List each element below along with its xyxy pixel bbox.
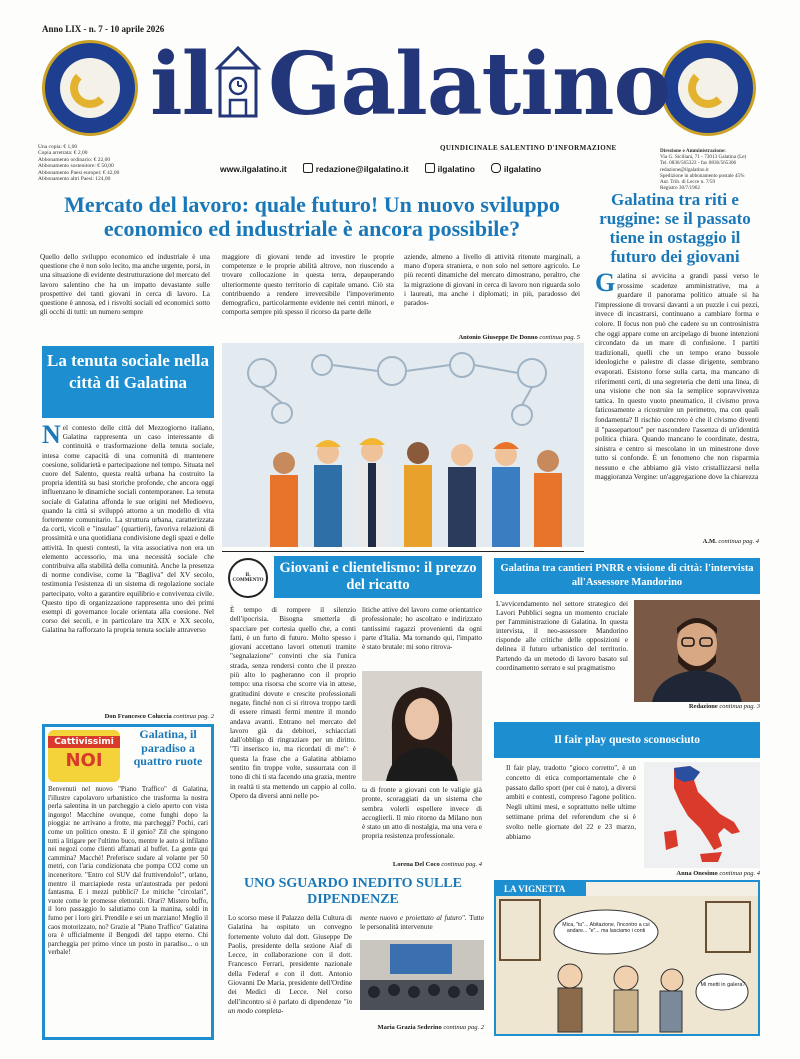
sguardo-headline: UNO SGUARDO INEDITO SULLE DIPENDENZE	[244, 876, 462, 907]
side-headline: Galatina tra riti e ruggine: se il passato tiene in ostaggio il futuro dei giovani	[599, 190, 751, 266]
website-link[interactable]: www.ilgalatino.it	[220, 163, 287, 174]
subscription-info: Una copia: € 1,00 Copia arretrata: € 2,00 Abbonamento ordinario: € 22,00 Abbonamento sostenitore: € 50,00 Abbonamento Paesi europei: € 42,00 Abbonamento altri Paesi: 124,00	[38, 144, 120, 183]
lead-col-3: aziende, almeno a livello di attività ritenute marginali, a mano d'opera straniera, e non solo nel settore agricolo. Le più recenti dinamiche del mercato dimostrano, peraltro, che la migrazione di giovani in cerca di lavoro non riguarda solo i laureati, ma anche i diplomati; in più, paradosso dei parados-	[404, 253, 580, 308]
left-seal-logo	[42, 40, 138, 136]
tenuta-byline: Don Francesco Coluccia continua pag. 2	[104, 713, 214, 720]
side-dropcap: G	[595, 268, 616, 297]
fairplay-byline: Anna Onesimo continua pag. 4	[676, 870, 760, 877]
author-portrait	[362, 671, 482, 781]
facebook-icon	[425, 163, 435, 173]
cattivissimi-headline: Galatina, il paradiso a quattro ruote	[133, 727, 203, 768]
assessore-photo	[634, 600, 760, 702]
clientelismo-col-1: È tempo di rompere il silenzio dell'ipocrisia. Bisogna smetterla di spacciare per cortesia quello che, a conti fatti, è un furto di futuro. Molto spesso i giovani accettano lavori ottenuti tramite "segnalazione" convinti che sia l'unica strada, senza rendersi conto che il prezzo più alto lo pagheranno con il proprio tempo: una risorsa che scorre via in attese, gratitudini dovute e crescite professionali negate, finché non ci si ritrova troppo tardi di essere rimasti fermi mentre il mondo andava avanti. Entrano nel mercato del lavoro già da debitori, schiacciati dall'obbligo di ringraziare per un diritto. "Ti inserisco io, ma ricordati di me": è questa la frase che a Galatina abbiamo sentito fin troppe volte, sussurrata con il tono di chi ti sta facendo una grazia, mentre in realtà ti sta mettendo un cappio al collo. Opero da diversi anni nelle po-	[230, 606, 356, 800]
vignetta-label: LA VIGNETTA	[496, 882, 586, 896]
lead-col-2: maggiore di giovani tende ad investire le proprie competenze e le proprie abilità altrove, non riuscendo a trovare collocazione in questa terra, depauperando ulteriormente questo territorio di capitale umano. Ciò sta contribuendo a rendere irreversibile l'impoverimento demografico, particolarmente evidente nei centri minori, e comporta sempre più spesso il ricorso da parte delle	[222, 253, 394, 317]
cattivissimi-logo: Cattivissimi NOI	[48, 730, 120, 782]
lead-byline: Antonio Giuseppe De Donno continua pag. 5	[458, 334, 580, 341]
comment-badge: IL COMMENTO	[228, 558, 268, 598]
clientelismo-byline: Lorena Del Coco continua pag. 4	[392, 861, 482, 868]
pnrr-body: L'avvicendamento nel settore strategico dei Lavori Pubblici segna un momento cruciale per l'amministrazione di Galatina. In questa intervista, il neo-assessore Mandorino risponde alle critiche delle opposizioni e delinea il futuro urbanistico del territorio. Partendo da un metodo di lavoro basato sul coordinamento serrato e sul pragmatismo	[496, 600, 628, 672]
side-byline: A.M. continua pag. 4	[702, 538, 759, 545]
newspaper-logo: il Galatino	[150, 34, 670, 135]
fairplay-body: Il fair play, tradotto "gioco corretto", è un concetto di etica comportamentale che è passato dallo sport (per cui è nato), a diversi ambiti e contesti, compreso l'agone politico. Negli ultimi mesi, e soprattutto nelle ultime settimane prima del referendum che si è svolto nelle giornate del 22 e 23 marzo, abbiamo	[506, 764, 636, 841]
tagline: QUINDICINALE SALENTINO D'INFORMAZIONE	[440, 144, 617, 152]
tenuta-body: Nel contesto delle città del Mezzogiorno italiano, Galatina rappresenta un caso interessante di continuità e trasformazione della tenuta sociale, intesa come capacità di una comunità di mantenere coesione, solidarietà e partecipazione nel tempo. Situata nel cuore del Salento, questa realtà urbana ha costruito la propria identità su basi storiche profonde, che ancora oggi influenzano le dinamiche sociali contemporanee. La tenuta sociale di Galatina affonda le sue origini nel Medioevo, quando la città si sviluppò attorno a un modello di vita fortemente comunitario. La struttura urbana, caratterizzata da corti, vicoli e "insulae" (quartieri), favoriva relazioni di prossimità e una quotidiana condivisione degli spazi e delle attività. In questi contesti, la vita associativa non era un elemento accessorio, ma una necessità sociale che contribuiva alla stabilità della comunità. Anche la presenza di norme condivise, come la "Baglìva" del XV secolo, testimonia l'esistenza di un sistema di regolazione sociale partecipato, volto a garantire equilibrio e convivenza civile. Questo tipo di organizzazione rappresenta uno dei primi esempi di governance locale orientata alla coesione. Nel corso dei secoli, e in particolare tra XIX e XX secolo, Galatina ha rafforzato la propria tenuta sociale attraverso	[42, 420, 214, 635]
facebook-link[interactable]: ilgalatino	[425, 163, 475, 174]
cattivissimi-body: Benvenuti nel nuovo "Piano Traffico" di Galatina, l'illustre capolavoro urbanistico che trasforma la nostra perla salentina in un parcheggio a cielo aperto con vista ingorgo! Macchine ovunque, come funghi dopo la pioggia: ne arrivano a frotte, ma parcheggi? Pochi, cari come un politico onesto. E il genio? Zil che spingono tutti a litigare per l'ultimo buco, mentre le auto si infilano nei negozi come clienti affamati al buffet. La gente qui cammina? Macchè! Preferisce sudare al volante per 50 metri, con l'aria condizionata che pompa CO2 come un inceneritore. "Entro col SUV dal fruttivendolo!", urlano, mentre il marciapiede resta un'autostrada per pedoni fantasma. E i mezzi pubblici? Le mitiche "circolari", vuote come le promesse elettorali. Orari? Mistero buffo, il loro passaggio lo salutiamo con la manina, soldi in fumo per i loro giri. Prendile e sei un marziano! Meglio il caos motorizzato, no? Grazie al "Piano Traffico" Galatina ora è ufficialmente il Bengodi del tappo eterno. Chi parcheggia per primo vince un posto in paradiso... o un verbale!	[48, 786, 208, 957]
instagram-icon	[491, 163, 501, 173]
tenuta-dropcap: N	[42, 420, 61, 449]
issue-info: Anno LIX - n. 7 - 10 aprile 2026	[42, 24, 165, 34]
clientelismo-headline: Giovani e clientelismo: il prezzo del ricatto	[274, 556, 482, 598]
sguardo-byline: Maria Grazia Sederino continua pag. 2	[377, 1024, 484, 1031]
side-body: Galatina si avvicina a grandi passi verso le prossime scadenze amministrative, ma a guardare il panorama politico attuale si ha l'impressione di trovarsi davanti a un puzzle i cui pezzi, invece di incastrarsi, continuano a cambiare forma e colore. Il focus non può che cadere su un controsinistra che oggi appare come un arcipelago di buone intenzioni circondato da un mare di confusione. I partiti tradizionali, quelli che un tempo erano bussole ideologiche e palestre di classe dirigente, sembrano evaporati. Esistono forse sulla carta, ma mancano di riferimenti certi, di una segreteria che detti una linea, di una visione che non sia la semplice sopravvivenza tattica. In questo vuoto pneumatico, il civismo prova faticosamente a ricostruire un perimetro, ma con quali fondamenta? Il rischio concreto è che il civismo diventi il "passepartout" per nascondere l'assenza di un'identità politica chiara. Quando mancano le coordinate, destra, sinistra e centro si mescolano in un minestrone dove tutto si confonde. È un fenomeno che non risparmia nessuno e che abbiamo già visto cristallizzarsi nella maggioranza Vergine: un'aggregazione dove la chiarezza	[595, 268, 759, 482]
sguardo-col-2: mente nuovo e proiettato al futuro". Tutte le personalità intervenute	[360, 914, 484, 932]
fairplay-headline: Il fair play questo sconosciuto	[494, 722, 760, 758]
tenuta-headline: La tenuta sociale nella città di Galatina	[42, 346, 214, 418]
workers-illustration	[222, 343, 584, 547]
right-seal-logo	[660, 40, 756, 136]
divider	[222, 551, 584, 552]
cartoon-bubble-1: Mica, "tu"... Abitazione, l'incontro a cui andare... "e"... ma lasciamo i conti	[562, 922, 650, 934]
lead-headline: Mercato del lavoro: quale futuro! Un nuovo sviluppo economico ed industriale è ancora possibile?	[64, 192, 560, 241]
clock-tower-icon	[212, 46, 264, 118]
publisher-info: Direzione e Amministrazione: Via G. Siciliani, 71 - 73013 Galatina (Le) Tel. 0836/565323 - fax 0836/565306 redazione@ilgalatino.it Spedizione in abbonamento postale 45% Aut. Trib. di Lecce n. 7/59 Registro 30/7/1962	[660, 148, 747, 192]
conference-photo	[360, 940, 484, 1010]
vignetta-box	[494, 880, 760, 1036]
cartoon-illustration	[496, 896, 758, 1034]
cartoon-bubble-2: Mi metti in galera?	[700, 982, 746, 988]
pnrr-headline: Galatina tra cantieri PNRR e visione di città: l'intervista all'Assessore Mandorino	[494, 558, 760, 594]
clientelismo-col-2b: ta di fronte a giovani con le valigie già pronte, scoraggiati da un sistema che sembra volerli espellere invece di accoglierli. Il mio ritorno da Milano non è stato un atto di nostalgia, ma una vera e propria resistenza professionale.	[362, 786, 482, 841]
email-link[interactable]: redazione@ilgalatino.it	[303, 163, 409, 174]
instagram-link[interactable]: ilgalatino	[491, 163, 541, 174]
italy-map-image	[644, 762, 760, 868]
sguardo-col-1: Lo scorso mese il Palazzo della Cultura di Galatina ha ospitato un convegno fortemente voluto dal dott. Giuseppe De Paolis, presidente della sezione Aiaf di Lecce, in collaborazione con il dott. Francesco Ferrari, presidente nazionale della Federaf e con il dott. Antonio Giovanni De Maria, presidente dell'Ordine dei Medici di Lecce. Nel corso dell'incontro si è parlato di dipendenze "in un modo completa-	[228, 914, 352, 1015]
clientelismo-col-2a: litiche attive del lavoro come orientatrice professionale; ho ascoltato e indirizzato tantissimi ragazzi provenienti da ogni parte d'Italia. Ma tornando qui, l'impatto è stato brutale: mi sono ritrova-	[362, 606, 482, 652]
email-icon	[303, 163, 313, 173]
pnrr-byline: Redazione continua pag. 3	[688, 703, 760, 710]
contact-bar	[220, 163, 541, 174]
lead-col-1: Quello dello sviluppo economico ed industriale è una questione che è non solo lecito, ma anche urgente, porsi, in una situazione di evidente destrutturazione del mercato del lavoro salentino che ha un impatto devastante sulle prospettive dei tanti giovani in cerca di lavoro. La questione è annosa, ed i risvolti sociali ed economici sotto gli occhi di tutti: un numero sempre	[40, 253, 210, 317]
